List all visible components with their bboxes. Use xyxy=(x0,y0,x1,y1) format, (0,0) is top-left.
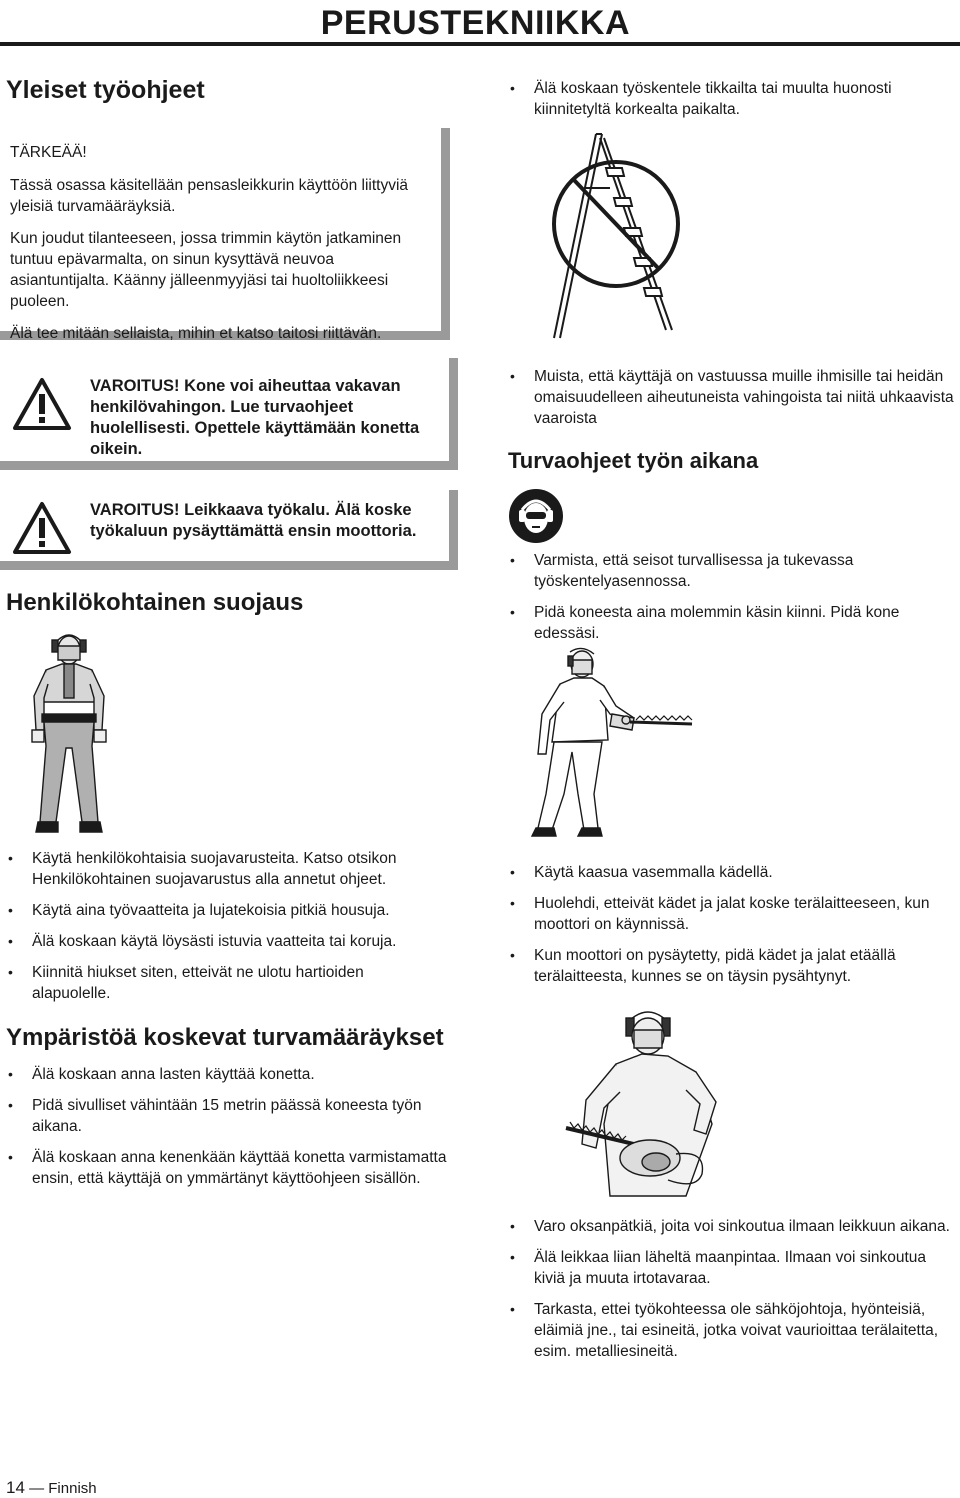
page-title: PERUSTEKNIIKKA xyxy=(320,4,630,42)
list-item: • Käytä henkilökohtaisia suojavarusteita. Katso otsikon Henkilökohtainen suojavarustus alla annetut ohjeet. xyxy=(6,848,446,890)
list-item: • Pidä sivulliset vähintään 15 metrin päässä koneesta työn aikana. xyxy=(6,1095,456,1137)
list-item: • Muista, että käyttäjä on vastuussa muille ihmisille tai heidän omaisuudelleen aiheutuneista vahingoista tai niitä uhkaavista vaaroista xyxy=(508,366,954,429)
list-item: • Käytä aina työvaatteita ja lujatekoisia pitkiä housuja. xyxy=(6,900,446,921)
list-item: • Älä koskaan anna lasten käyttää konetta. xyxy=(6,1064,456,1085)
ladder-list xyxy=(508,78,948,130)
throttle-list xyxy=(508,862,958,997)
note-paragraph-2: Kun joudut tilanteeseen, jossa trimmin käytön jatkaminen tuntuu epävarmalta, on sinun kysyttävä neuvoa asiantuntijalta. Käänny jälleenmyyjäsi tai huoltoliikkeesi puoleen. xyxy=(10,230,402,310)
warning-box-2 xyxy=(0,490,458,570)
operator-closeup-illustration xyxy=(556,1004,750,1200)
footer-dash: — xyxy=(29,1480,49,1497)
list-item: • Pidä koneesta aina molemmin käsin kiinni. Pidä kone edessäsi. xyxy=(508,602,948,644)
list-item: • Älä koskaan käytä löysästi istuvia vaatteita tai koruja. xyxy=(6,931,446,952)
debris-list xyxy=(508,1216,958,1372)
warning-box-1 xyxy=(0,358,458,470)
note-label: TÄRKEÄÄ! xyxy=(10,144,87,161)
warning-text-1: VAROITUS! Kone voi aiheuttaa vakavan henkilövahingon. Lue turvaohjeet huolellisesti. Opettele käyttämään konetta oikein. xyxy=(90,377,420,458)
list-item: • Varmista, että seisot turvallisessa ja tukevassa työskentelyasennossa. xyxy=(508,550,948,592)
protective-gear-icon xyxy=(508,488,564,544)
footer-language: Finnish xyxy=(48,1480,97,1497)
list-item: • Käytä kaasua vasemmalla kädellä. xyxy=(508,862,958,883)
list-item: • Älä koskaan työskentele tikkailta tai muulta huonosti kiinnitetyltä korkealta paikalta. xyxy=(508,78,948,120)
list-item: • Varo oksanpätkiä, joita voi sinkoutua ilmaan leikkuun aikana. xyxy=(508,1216,958,1237)
page-footer xyxy=(6,1478,97,1498)
ppe-heading: Henkilökohtainen suojaus xyxy=(6,589,304,616)
general-heading: Yleiset työohjeet xyxy=(6,76,205,104)
responsibility-list xyxy=(508,366,954,439)
list-item: • Kun moottori on pysäytetty, pidä kädet ja jalat etäällä terälaitteesta, kunnes se on täysin pysähtynyt. xyxy=(508,945,958,987)
list-item: • Kiinnitä hiukset siten, etteivät ne ulotu hartioiden alapuolelle. xyxy=(6,962,446,1004)
environment-list xyxy=(6,1064,456,1199)
list-item: • Huolehdi, etteivät kädet ja jalat koske terälaitteeseen, kun moottori on käynnissä. xyxy=(508,893,958,935)
warning-text-2: VAROITUS! Leikkaava työkalu. Älä koske työkaluun pysäyttämättä ensin moottoria. xyxy=(90,501,417,540)
list-item: • Älä koskaan anna kenenkään käyttää konetta varmistamatta ensin, että käyttäjä on ymmärtänyt käyttöohjeen sisällön. xyxy=(6,1147,456,1189)
page-number: 14 xyxy=(6,1478,25,1497)
warning-triangle-icon xyxy=(12,500,72,556)
note-paragraph-3: Älä tee mitään sellaista, mihin et katso taitosi riittävän. xyxy=(10,325,382,342)
work-safety-heading: Turvaohjeet työn aikana xyxy=(508,448,759,473)
hedge-trimmer-operator-illustration xyxy=(512,644,696,840)
important-note-box xyxy=(0,128,450,340)
ppe-list xyxy=(6,848,446,1014)
list-item: • Älä leikkaa liian läheltä maanpintaa. Ilmaan voi sinkoutua kiviä ja muuta irtotavaraa. xyxy=(508,1247,958,1289)
protective-equipment-person-illustration xyxy=(26,626,112,840)
note-paragraph-1: Tässä osassa käsitellään pensasleikkurin käyttöön liittyviä yleisiä turvamääräyksiä. xyxy=(10,177,409,215)
warning-triangle-icon xyxy=(12,376,72,432)
list-item: • Tarkasta, ettei työkohteessa ole sähköjohtoja, hyönteisiä, eläimiä jne., tai esineitä, jotka voivat vaurioittaa terälaitetta, esim. metalliesineitä. xyxy=(508,1299,958,1362)
stance-list xyxy=(508,550,948,654)
no-ladder-icon xyxy=(548,128,698,342)
title-rule xyxy=(0,42,960,46)
environment-heading: Ympäristöä koskevat turvamääräykset xyxy=(6,1024,444,1051)
